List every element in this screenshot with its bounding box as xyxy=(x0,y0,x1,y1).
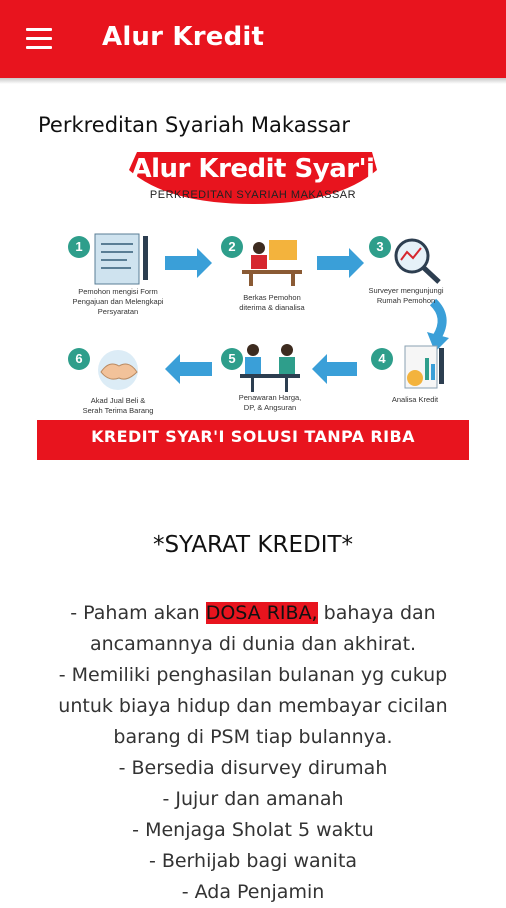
step-caption-line: Pemohon mengisi Form xyxy=(78,287,158,296)
hamburger-menu-icon[interactable] xyxy=(26,28,54,50)
requirements-list xyxy=(0,598,506,908)
step-number: 3 xyxy=(369,236,391,258)
step-caption xyxy=(63,287,173,317)
arrow-right-icon xyxy=(317,248,364,278)
app-title: Alur Kredit xyxy=(102,22,265,52)
step-caption-line: Surveyer mengunjungi xyxy=(368,286,444,295)
requirement-text: bahaya dan xyxy=(317,602,436,624)
arrow-right-icon xyxy=(165,248,212,278)
section-title: Perkreditan Syariah Makassar xyxy=(38,113,350,137)
step-number: 5 xyxy=(221,348,243,370)
negotiation-meeting-icon xyxy=(240,344,300,392)
requirement-line: - Berhijab bagi wanita xyxy=(148,850,358,872)
step-caption xyxy=(360,395,469,405)
flow-heading: Alur Kredit Syar'i xyxy=(131,154,375,184)
handshake-icon xyxy=(98,350,138,390)
requirement-line: ancamannya di dunia dan akhirat. xyxy=(89,633,417,655)
step-caption xyxy=(351,286,461,306)
requirement-line xyxy=(0,598,506,629)
analysis-document-icon xyxy=(405,346,444,388)
step-caption-line: Penawaran Harga, xyxy=(238,393,302,402)
arrow-left-icon xyxy=(165,354,212,384)
step-number: 1 xyxy=(68,236,90,258)
requirement-line: - Jujur dan amanah xyxy=(162,788,344,810)
step-caption-line: Persyaratan xyxy=(97,307,139,316)
step-caption-line: Serah Terima Barang xyxy=(82,406,154,415)
requirement-line: - Memiliki penghasilan bulanan yg cukup xyxy=(58,664,448,686)
step-caption-line: Akad Jual Beli & xyxy=(90,396,146,405)
step-number: 2 xyxy=(221,236,243,258)
step-caption-line: diterima & dianalisa xyxy=(239,303,305,312)
step-caption-line: DP, & Angsuran xyxy=(243,403,297,412)
step-caption-line: Berkas Pemohon xyxy=(243,293,301,302)
app-bar-shadow xyxy=(0,78,506,84)
requirements-title: *SYARAT KREDIT* xyxy=(152,532,354,558)
step-caption-line: Rumah Pemohon xyxy=(376,296,436,305)
requirement-line: - Bersedia disurvey dirumah xyxy=(118,757,388,779)
step-number: 4 xyxy=(371,348,393,370)
requirement-line: barang di PSM tiap bulannya. xyxy=(113,726,393,748)
arrow-down-icon xyxy=(433,302,442,337)
step-caption xyxy=(215,393,325,413)
magnifier-chart-icon xyxy=(396,240,439,282)
requirement-line: untuk biaya hidup dan membayar cicilan xyxy=(58,695,448,717)
requirement-line: - Ada Penjamin xyxy=(181,881,325,903)
requirement-text: - Paham akan xyxy=(70,602,206,624)
app-bar xyxy=(0,0,506,78)
desk-worker-icon xyxy=(242,240,302,286)
step-number: 6 xyxy=(68,348,90,370)
arrow-left-icon xyxy=(312,354,357,384)
step-caption-line: Pengajuan dan Melengkapi xyxy=(72,297,164,306)
flow-subheading: PERKREDITAN SYARIAH MAKASSAR xyxy=(149,189,357,201)
step-caption-line: Analisa Kredit xyxy=(391,395,439,404)
highlight-text: DOSA RIBA, xyxy=(205,602,318,624)
slogan-text: KREDIT SYAR'I SOLUSI TANPA RIBA xyxy=(91,427,415,446)
form-document-icon xyxy=(95,234,148,284)
step-caption xyxy=(63,396,173,416)
requirement-line: - Menjaga Sholat 5 waktu xyxy=(132,819,374,841)
step-caption xyxy=(217,293,327,313)
credit-flow-image xyxy=(37,152,469,460)
